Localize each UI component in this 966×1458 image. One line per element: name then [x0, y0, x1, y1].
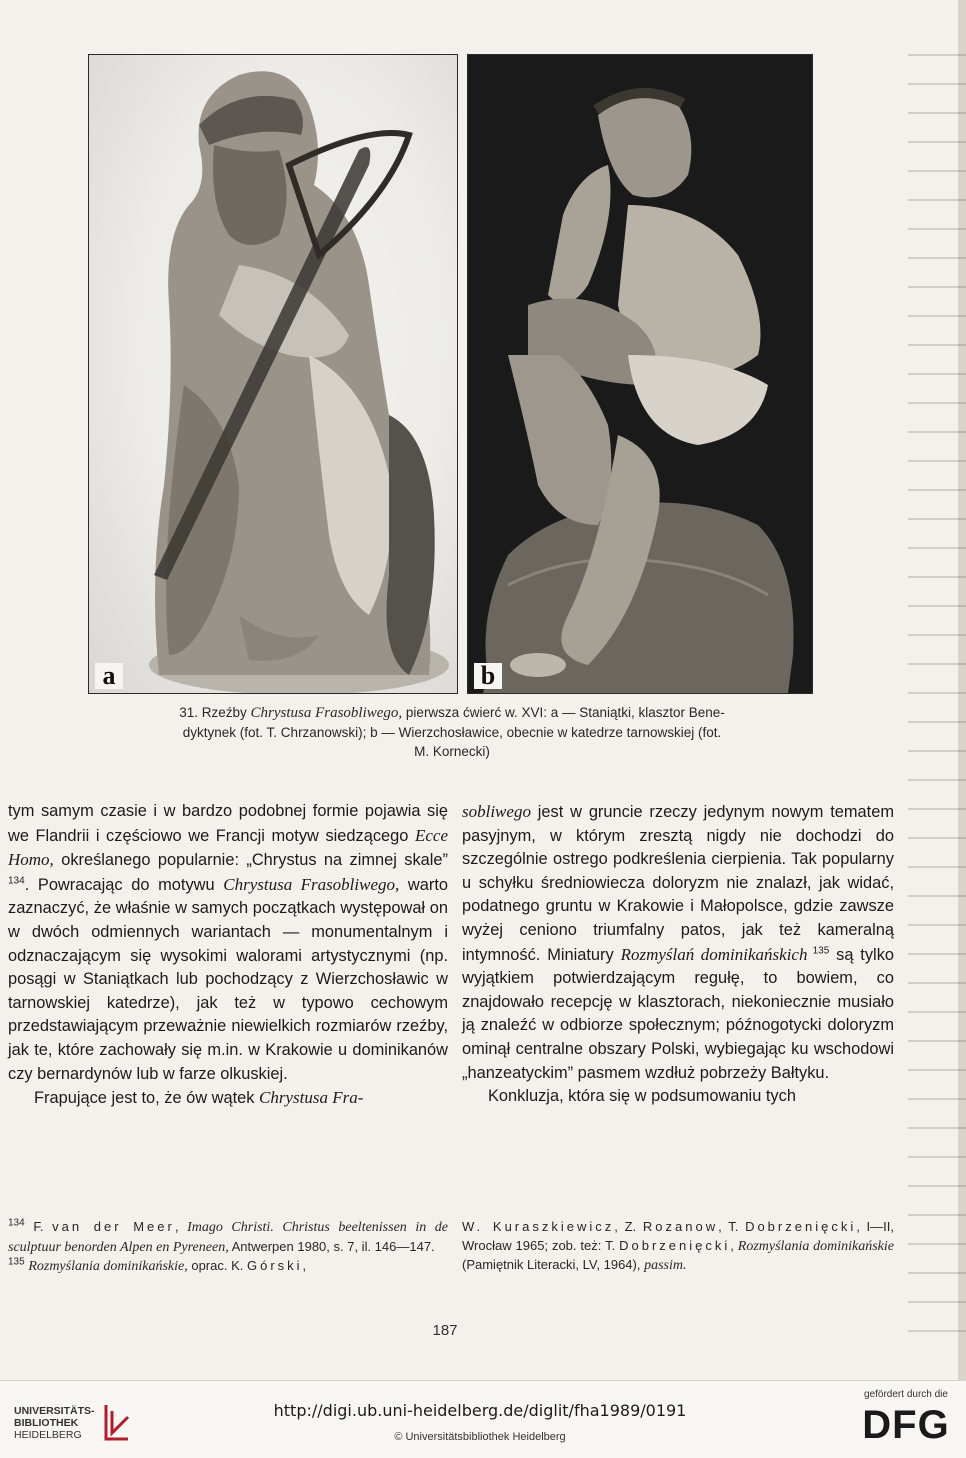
author-name: W. Kuraszkiewicz — [462, 1219, 615, 1234]
institution-line: UNIVERSITÄTS- — [14, 1405, 95, 1417]
text-run: określanego popularnie: „Chrystus na zimnej skale” — [53, 851, 448, 870]
plate-label-b: b — [474, 663, 502, 689]
plate-label-a: a — [95, 663, 123, 689]
footnote-134 — [8, 1218, 448, 1257]
funder-label: gefördert durch die — [864, 1389, 948, 1400]
text-run: (Pamiętnik Literacki, LV, 1964), — [462, 1257, 645, 1272]
photo-plate-a — [88, 54, 458, 694]
author-name: Rozanow — [642, 1219, 719, 1234]
text-run: oprac. K. — [187, 1258, 247, 1273]
caption-italic: Chrystusa Frasobliwego, — [250, 705, 403, 721]
dfg-logo: DFG — [862, 1403, 950, 1447]
caption-text: pierwsza ćwierć w. XVI: a — Staniątki, klasztor Bene- — [402, 705, 725, 720]
footnote-ref-135[interactable]: 135 — [807, 945, 830, 957]
italic-run: Chrystusa Fra- — [259, 1088, 364, 1108]
body-column-left — [8, 800, 448, 1111]
text-run: . Powracając do motywu — [24, 875, 224, 894]
italic-run: passim. — [644, 1258, 687, 1273]
caption-text: dyktynek (fot. T. Chrzanowski); b — Wierzchosławice, obecnie w katedrze tarnowskiej (fot. — [182, 725, 722, 740]
text-run: jest w gruncie rzeczy jedynym nowym tematem pasyjnym, w którym zresztą nigdy nie dochodzi do szczególnie ostrego podkreślenia cierpienia. Tak popularny u schyłku średniowiecza doloryzm nie znalazł, jak widać, podatnego gruntu w Krakowie i Małopolsce, gdzie zawsze wyżej ceniono triumfalny patos, jak też kameralną intymność. Miniatury — [462, 803, 894, 964]
text-run: , — [302, 1258, 307, 1273]
body-column-right — [462, 800, 894, 1109]
paragraph — [8, 800, 448, 1086]
footnotes-left — [8, 1218, 448, 1277]
author-name: van der Meer — [52, 1219, 175, 1234]
italic-run: Chrystusa Frasobliwego, — [223, 874, 400, 894]
paragraph — [462, 800, 894, 1085]
photo-plate-b — [467, 54, 813, 694]
text-run: , — [174, 1219, 188, 1234]
paragraph — [8, 1086, 448, 1111]
footnote-ref-134[interactable]: 134 — [8, 875, 25, 887]
page-number: 187 — [432, 1322, 458, 1339]
sculpture-b-illustration — [468, 55, 812, 693]
italic-run: Rozmyślania dominikańskie, — [28, 1259, 188, 1274]
text-run: warto zaznaczyć, że właśnie w samych początkach występował on w dwóch odmiennych wariantach — monumentalnym i odznaczającym się wysokimi walorami artystycznymi (np. posągi w Staniątkach lub pochodzący z Wierzchosławic w tarnowskiej katedrze), jak też w typowo cechowym przedstawiającym przeważnie niewielkich rozmiarów rzeźby, jak te, które zachowały się m.in. w Krakowie u dominikanów czy bernardynów lub w farze olkuskiej. — [8, 875, 448, 1083]
university-library-logo-icon — [104, 1403, 130, 1441]
text-run: , Z. — [614, 1219, 643, 1234]
italic-run: sobliwego — [462, 802, 531, 821]
author-name: Dobrzenięcki — [619, 1237, 731, 1253]
viewer-footer — [0, 1380, 966, 1458]
footnote-number: 135 — [8, 1256, 25, 1268]
caption-text: 31. Rzeźby — [179, 705, 251, 720]
text-run: tym samym czasie i w bardzo podobnej formie pojawia się we Flandrii i częściowo we Francji motyw siedzącego — [8, 802, 448, 845]
paragraph — [462, 1085, 894, 1109]
sculpture-a-illustration — [89, 55, 457, 693]
author-name: Dobrzenięcki — [745, 1219, 857, 1234]
copyright-notice: © Universitätsbibliothek Heidelberg — [394, 1431, 566, 1443]
text-run: Antwerpen 1980, s. 7, il. 146—147. — [228, 1238, 435, 1254]
figure-caption — [84, 703, 820, 761]
text-run: są tylko wyjątkiem potwierdzającym regułę, to bowiem, co znajdowało recepcję w klasztorach, niekoniecznie musiało ją znaleźć w odbiorze społecznym; późnogotycki doloryzm ominął centralne obszary Polski, wybiegając ku wschodowi „hanzeatyckim” pasmem wzdłuż pobrzeży Bałtyku. — [462, 945, 895, 1082]
author-name: Górski — [246, 1258, 303, 1273]
text-run: , — [730, 1237, 738, 1253]
permalink-url[interactable]: http://digi.ub.uni-heidelberg.de/diglit/fha1989/0191 — [273, 1401, 687, 1420]
italic-run: Ecce Homo, — [8, 825, 448, 870]
institution-line: BIBLIOTHEK — [14, 1417, 79, 1429]
institution-logo-text — [14, 1405, 95, 1441]
text-run: , T. — [718, 1219, 746, 1234]
institution-line: HEIDELBERG — [14, 1429, 82, 1441]
bleed-through-text-lines — [908, 40, 966, 1340]
footnote-135-continued — [462, 1218, 894, 1276]
italic-run: Rozmyślania dominikańskie — [737, 1238, 895, 1254]
footnote-number: 134 — [8, 1217, 25, 1229]
footnotes-right — [462, 1218, 894, 1276]
text-run: , I—II, Wrocław 1965; zob. też: T. — [462, 1219, 895, 1253]
italic-run: Rozmyślań dominikańskich — [620, 944, 808, 964]
footnote-135 — [8, 1257, 448, 1277]
caption-text: M. Kornecki) — [414, 744, 490, 759]
text-run: Konkluzja, która się w podsumowaniu tych — [488, 1087, 796, 1106]
text-run: F. — [24, 1219, 53, 1234]
italic-run: Imago Christi. Christus beeltenissen in de sculptuur benorden Alpen en Pyreneen, — [8, 1220, 448, 1255]
text-run: Frapujące jest to, że ów wątek — [34, 1089, 260, 1108]
